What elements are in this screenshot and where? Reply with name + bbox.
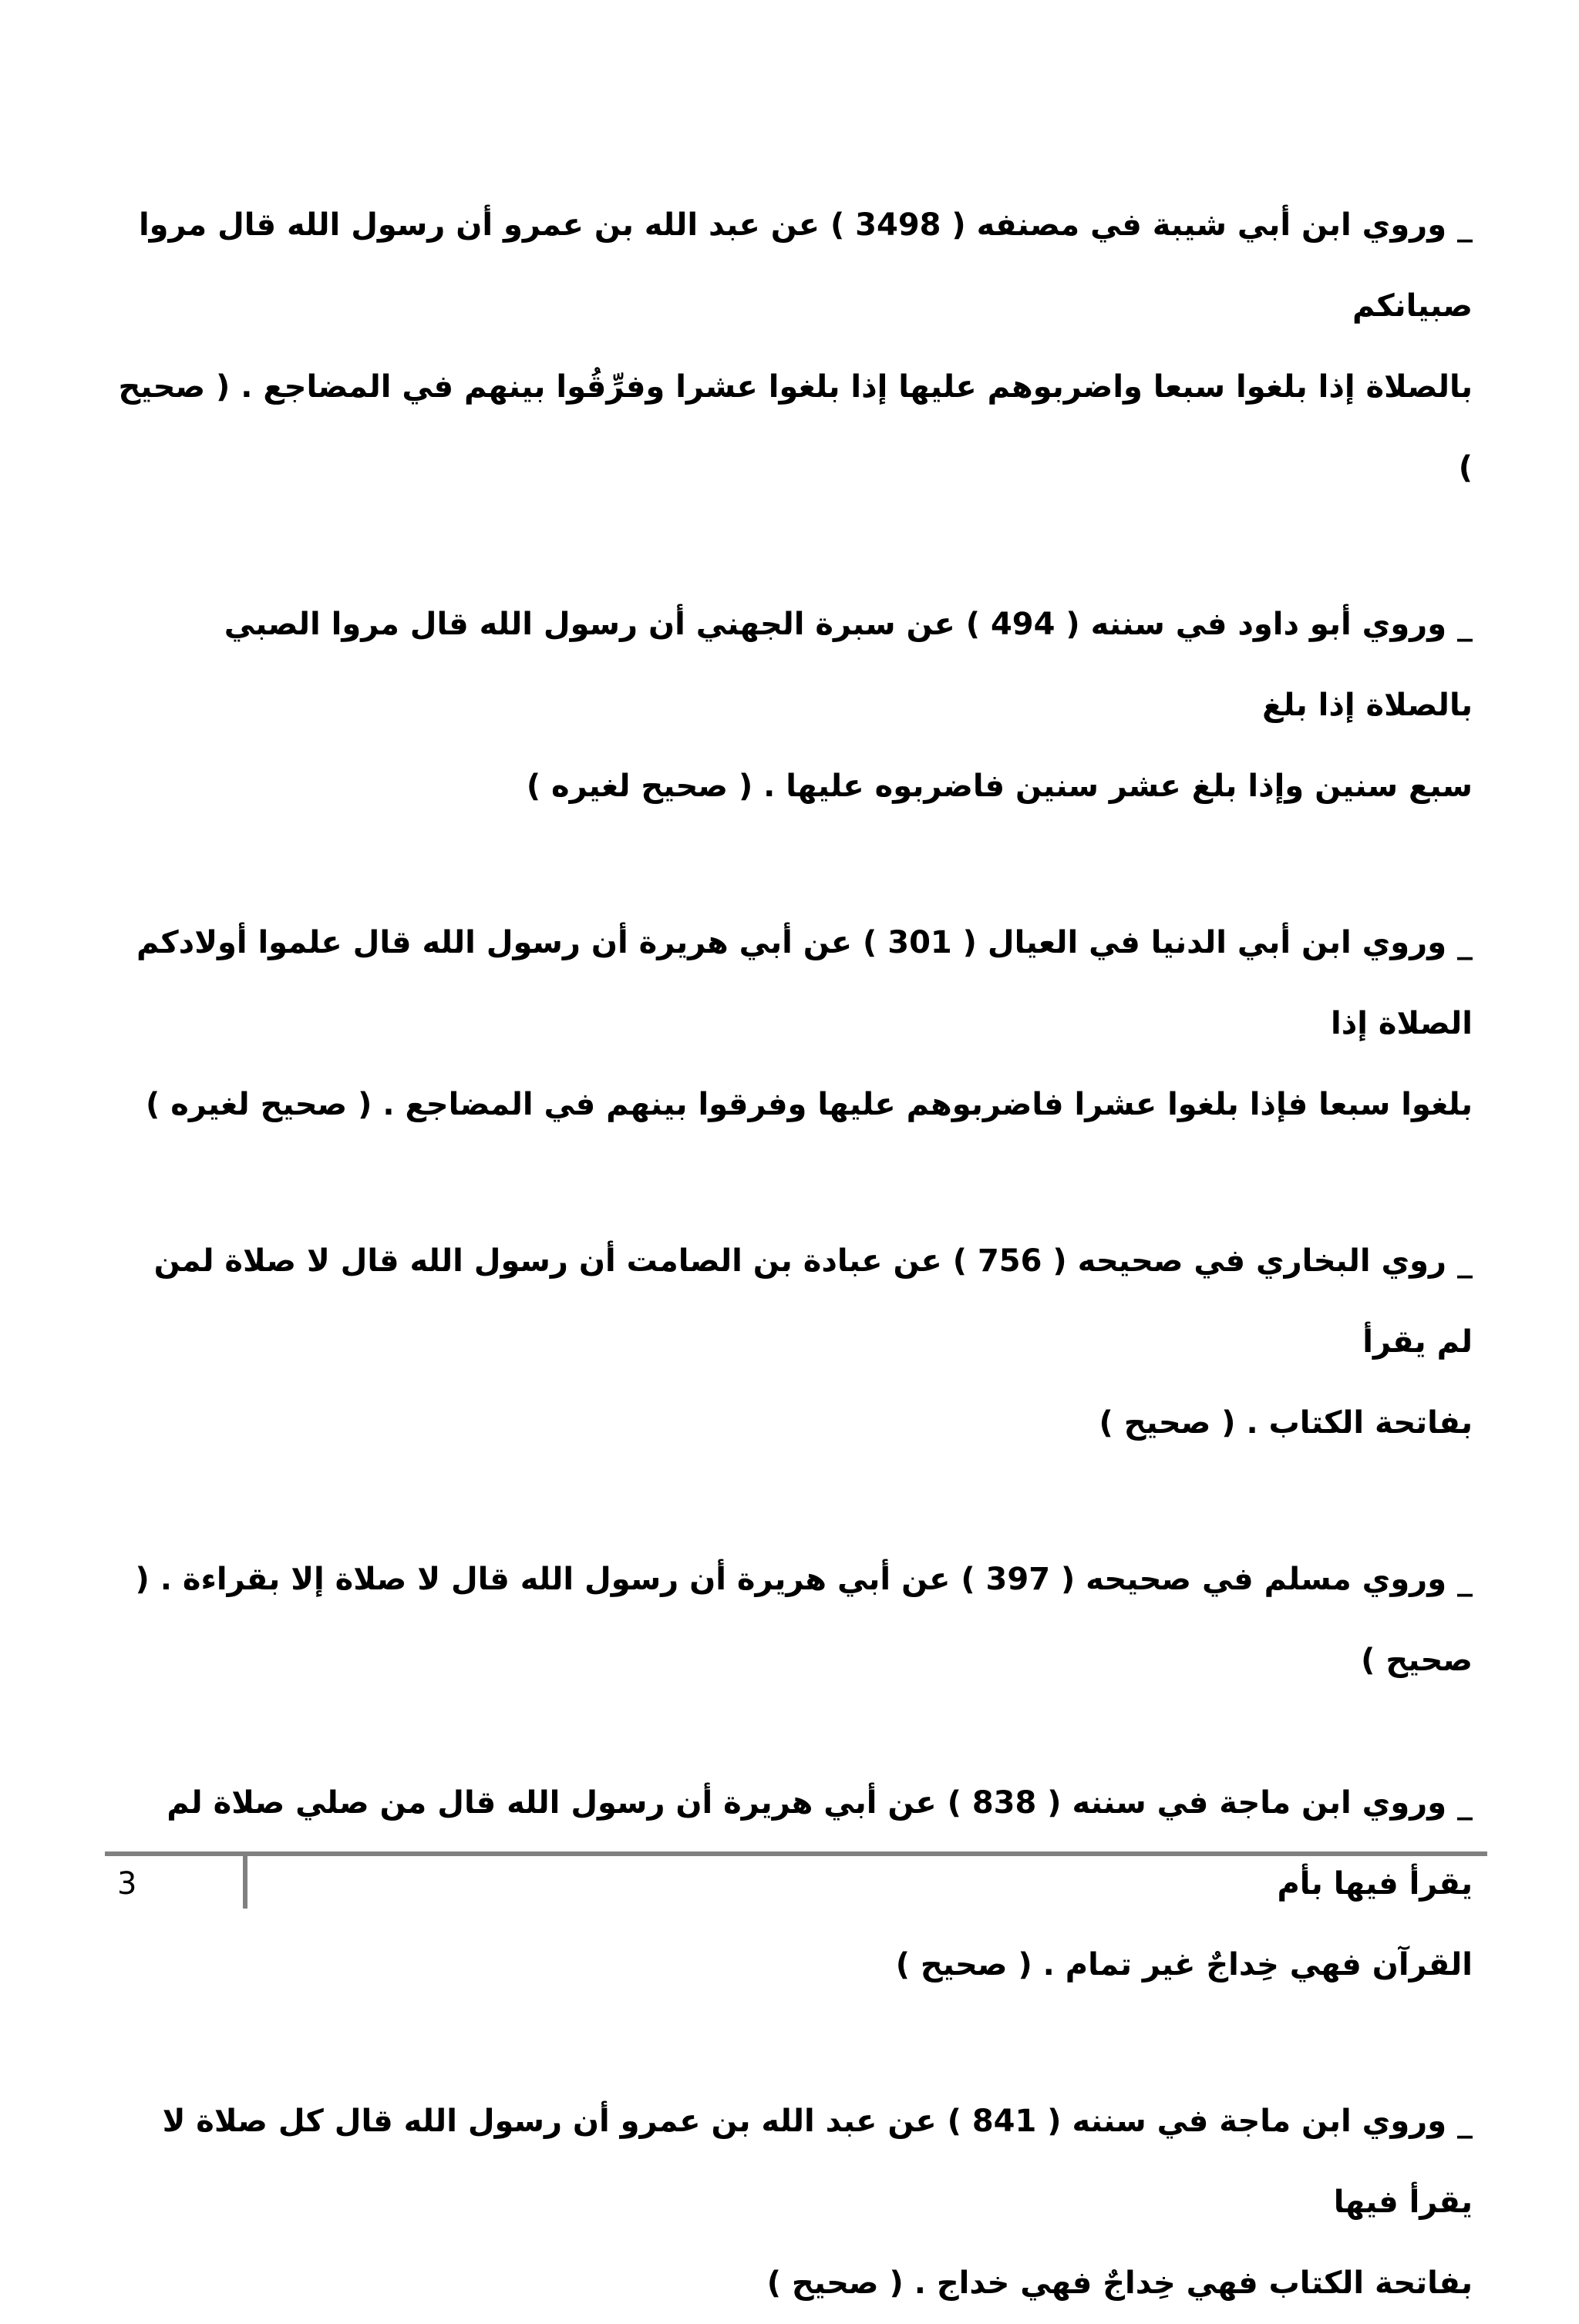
hadith-paragraph-3	[108, 903, 1473, 1145]
paragraph-spacer	[108, 827, 1473, 903]
footer-divider-tick	[243, 1851, 247, 1909]
hadith-paragraph-2	[108, 584, 1473, 827]
hadith-paragraph-6	[108, 1763, 1473, 2006]
paragraph-line: _ روي البخاري في صحيحه ( 756 ) عن عبادة بن الصامت أن رسول الله قال لا صلاة لمن لم يقرأ	[153, 1243, 1473, 1360]
paragraph-line: _ وروي أبو داود في سننه ( 494 ) عن سبرة الجهني أن رسول الله قال مروا الصبي بالصلاة إذا بلغ	[224, 607, 1473, 723]
paragraph-line: _ وروي ابن أبي شيبة في مصنفه ( 3498 ) عن عبد الله بن عمرو أن رسول الله قال مروا صبيانكم	[138, 207, 1473, 324]
paragraph-line: القرآن فهي خِداجٌ غير تمام . ( صحيح )	[895, 1947, 1473, 1983]
hadith-paragraph-4	[108, 1221, 1473, 1464]
paragraph-line: بفاتحة الكتاب . ( صحيح )	[1099, 1405, 1473, 1441]
paragraph-spacer	[108, 1464, 1473, 1539]
paragraph-line: _ وروي مسلم في صحيحه ( 397 ) عن أبي هريرة أن رسول الله قال لا صلاة إلا بقراءة . ( صحيح )	[135, 1562, 1473, 1678]
paragraph-line: بفاتحة الكتاب فهي خِداجٌ فهي خداج . ( صحيح )	[766, 2265, 1473, 2301]
paragraph-spacer	[108, 1701, 1473, 1763]
page-number: 3	[117, 1866, 137, 1902]
paragraph-spacer	[108, 1145, 1473, 1221]
hadith-paragraph-1	[108, 185, 1473, 509]
paragraph-line: _ وروي ابن أبي الدنيا في العيال ( 301 ) عن أبي هريرة أن رسول الله قال علموا أولادكم الصلاة إذا	[136, 925, 1473, 1041]
paragraph-line: بالصلاة إذا بلغوا سبعا واضربوهم عليها إذا بلغوا عشرا وفرِّقُوا بينهم في المضاجع . ( صحيح )	[118, 369, 1473, 486]
paragraph-line: _ وروي ابن ماجة في سننه ( 838 ) عن أبي هريرة أن رسول الله قال من صلي صلاة لم يقرأ فيها بأم	[167, 1785, 1473, 1902]
paragraph-line: _ وروي ابن ماجة في سننه ( 841 ) عن عبد الله بن عمرو أن رسول الله قال كل صلاة لا يقرأ فيها	[162, 2104, 1473, 2220]
footer-rule	[105, 1851, 1487, 1856]
hadith-list	[108, 185, 1473, 2324]
paragraph-line: بلغوا سبعا فإذا بلغوا عشرا فاضربوهم عليها وفرقوا بينهم في المضاجع . ( صحيح لغيره )	[146, 1087, 1473, 1122]
hadith-paragraph-7	[108, 2081, 1473, 2324]
paragraph-spacer	[108, 509, 1473, 584]
paragraph-line: سبع سنين وإذا بلغ عشر سنين فاضربوه عليها . ( صحيح لغيره )	[526, 769, 1473, 804]
paragraph-spacer	[108, 2006, 1473, 2081]
hadith-paragraph-5	[108, 1539, 1473, 1701]
